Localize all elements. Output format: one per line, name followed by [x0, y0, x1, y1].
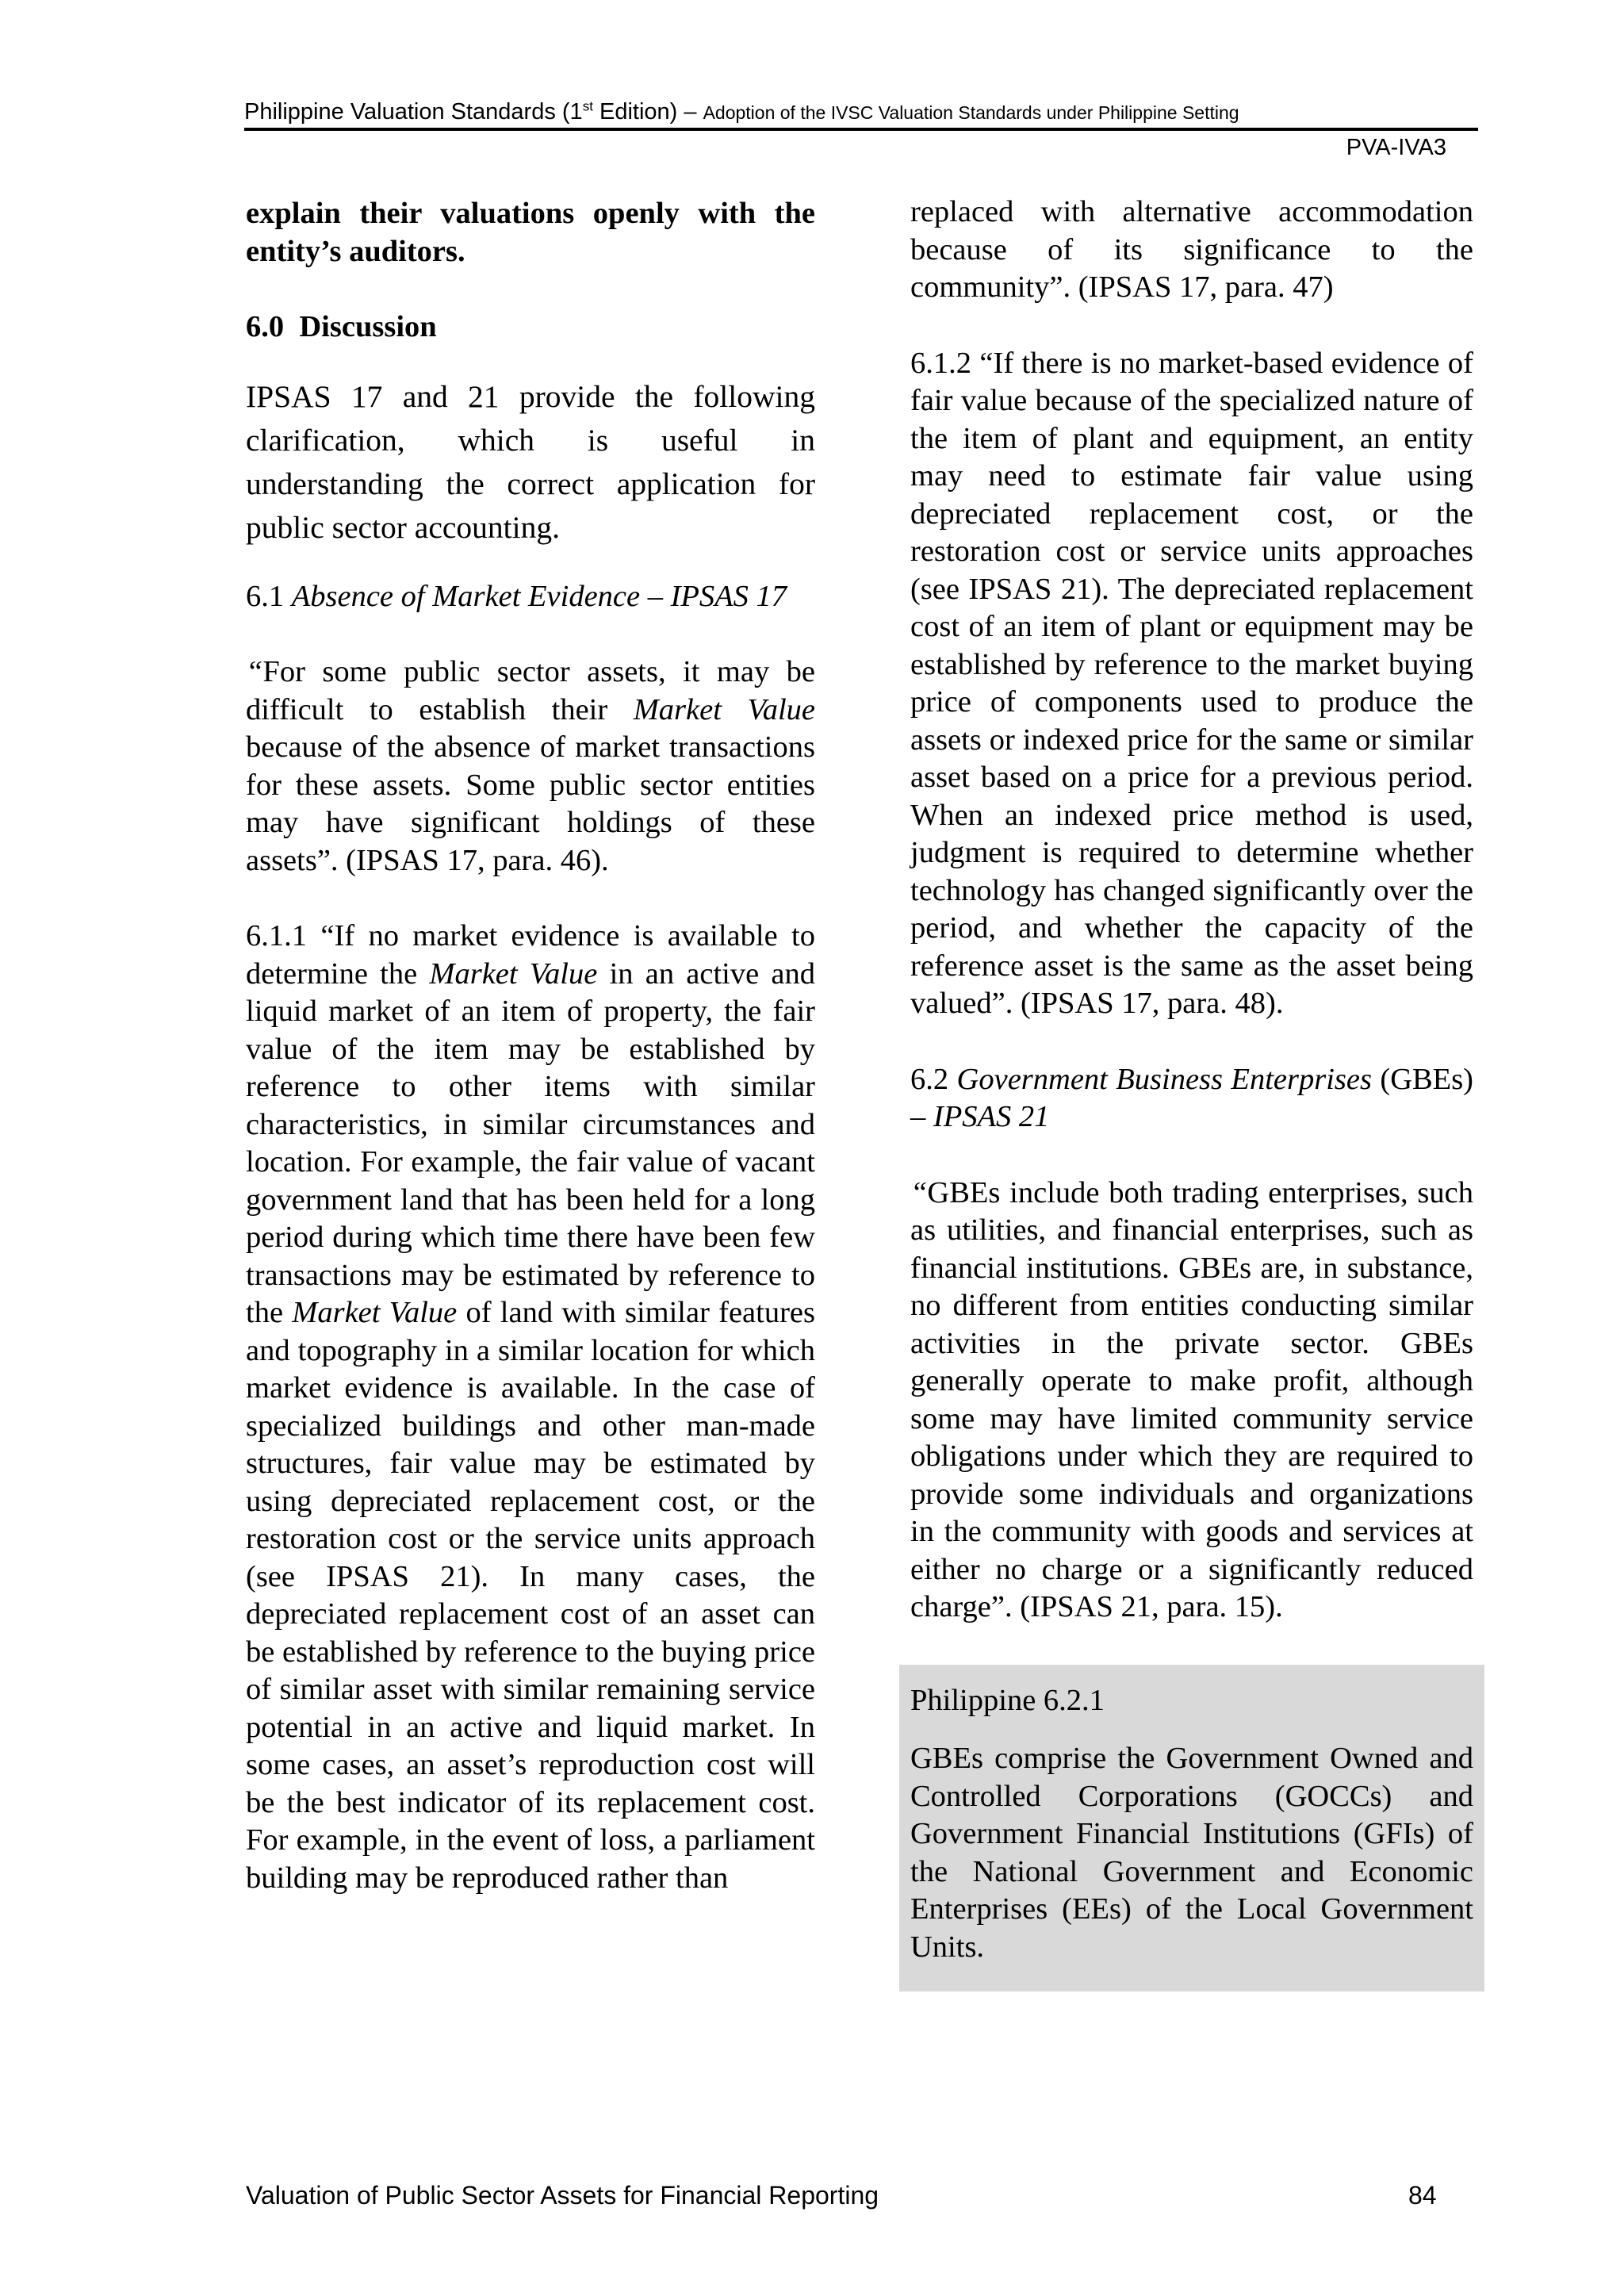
subsection-title: Government Business Enterprises	[956, 1062, 1372, 1096]
quote-text: For some public sector assets, it may be difficult to establish their	[246, 655, 815, 726]
header-edition: Edition) –	[592, 99, 703, 125]
continued-paragraph: replaced with alternative accommodation because of its significance to the community”. (IPSAS 17, para. 47)	[910, 195, 1473, 304]
note-title: Philippine 6.2.1	[910, 1683, 1105, 1717]
subsection-number: 6.1	[246, 579, 292, 613]
subsection-heading-6-2	[910, 1061, 1473, 1137]
footer-title: Valuation of Public Sector Assets for Financial Reporting	[246, 2181, 879, 2210]
quote-text-end: because of the absence of market transactions for these assets. Some public sector entities may have significant holdings of these assets”. (IPSAS 17, para. 46).	[246, 730, 815, 877]
market-value-term: Market Value	[429, 956, 598, 991]
quote-paragraph-46	[246, 654, 815, 880]
philippine-note-box	[899, 1665, 1484, 1992]
p611-text-a: 6.1.1 “If no market evidence is available to determine the	[246, 919, 815, 991]
paragraph-6-1-1	[246, 918, 815, 1897]
intro-paragraph: IPSAS 17 and 21 provide the following clarification, which is useful in understanding the correct application for public sector accounting.	[246, 378, 815, 545]
quote-paragraph-15	[910, 1175, 1473, 1627]
subsection-heading-6-1	[246, 578, 815, 616]
paragraph-6-1-2: 6.1.2 “If there is no market-based evidence of fair value because of the specialized nature of the item of plant and equipment, an entity may need to estimate fair value using depreciated replacement cost, or the restoration cost or service units approaches (see IPSAS 21). The depreciated replacement cost of an item of plant or equipment may be established by reference to the market buying price of components used to produce the assets or indexed price for the same or similar asset based on a price for a previous period. When an indexed price method is used, judgment is required to determine whether technology has changed significantly over the period, and whether the capacity of the reference asset is the same as the asset being valued”. (IPSAS 17, para. 48).	[910, 346, 1473, 1020]
ipsas-ref: IPSAS 21	[933, 1100, 1050, 1133]
quote-text: GBEs include both trading enterprises, such as utilities, and financial enterprises, such as financial institutions. GBEs are, in substance, no different from entities conducting similar activities in the private sector. GBEs generally operate to make profit, although some may have limited community service obligations under which they are required to provide some individuals and organizations in the community with goods and services at either no charge or a significantly reduced charge”. (IPSAS 21, para. 15).	[910, 1175, 1473, 1623]
p611-text-b: in an active and liquid market of an item of property, the fair value of the item may be established by reference to other items with similar characteristics, in similar circumstances and location. For example, the fair value of vacant government land that has been held for a long period during which time there have been few transactions may be estimated by reference to the	[246, 956, 815, 1329]
subsection-number: 6.2	[910, 1062, 957, 1096]
quote-mark: “	[910, 1175, 928, 1209]
header-title: Philippine Valuation Standards (1	[244, 99, 583, 125]
document-code: PVA-IVA3	[1346, 135, 1446, 160]
section-heading: 6.0 Discussion	[246, 310, 437, 343]
right-column	[910, 194, 1473, 1991]
quote-mark: “	[246, 655, 263, 688]
lead-text: explain their valuations openly with the entity’s auditors.	[246, 197, 815, 268]
market-value-term: Market Value	[633, 692, 815, 726]
subsection-title: Absence of Market Evidence – IPSAS 17	[291, 579, 787, 613]
left-column	[246, 195, 815, 1935]
gbe-abbrev: (GBEs) –	[910, 1062, 1473, 1133]
page-number: 84	[1408, 2181, 1437, 2210]
note-text: GBEs comprise the Government Owned and Controlled Corporations (GOCCs) and Government Financial Institutions (GFIs) of the National Government and Economic Enterprises (EEs) of the Local Government Units.	[910, 1742, 1473, 1964]
p611-text-c: of land with similar features and topography in a similar location for which market evidence is available. In the case of specialized buildings and other man-made structures, fair value may be estimated by using depreciated replacement cost, or the restoration cost or the service units approach (see IPSAS 21). In many cases, the depreciated replacement cost of an asset can be established by reference to the buying price of similar asset with similar remaining service potential in an active and liquid market. In some cases, an asset’s reproduction cost will be the best indicator of its replacement cost. For example, in the event of loss, a parliament building may be reproduced rather than	[246, 1296, 815, 1895]
edition-superscript: st	[582, 98, 593, 114]
header-subtitle: Adoption of the IVSC Valuation Standards under Philippine Setting	[703, 102, 1239, 123]
market-value-term: Market Value	[292, 1296, 458, 1329]
page-header	[244, 98, 1478, 131]
